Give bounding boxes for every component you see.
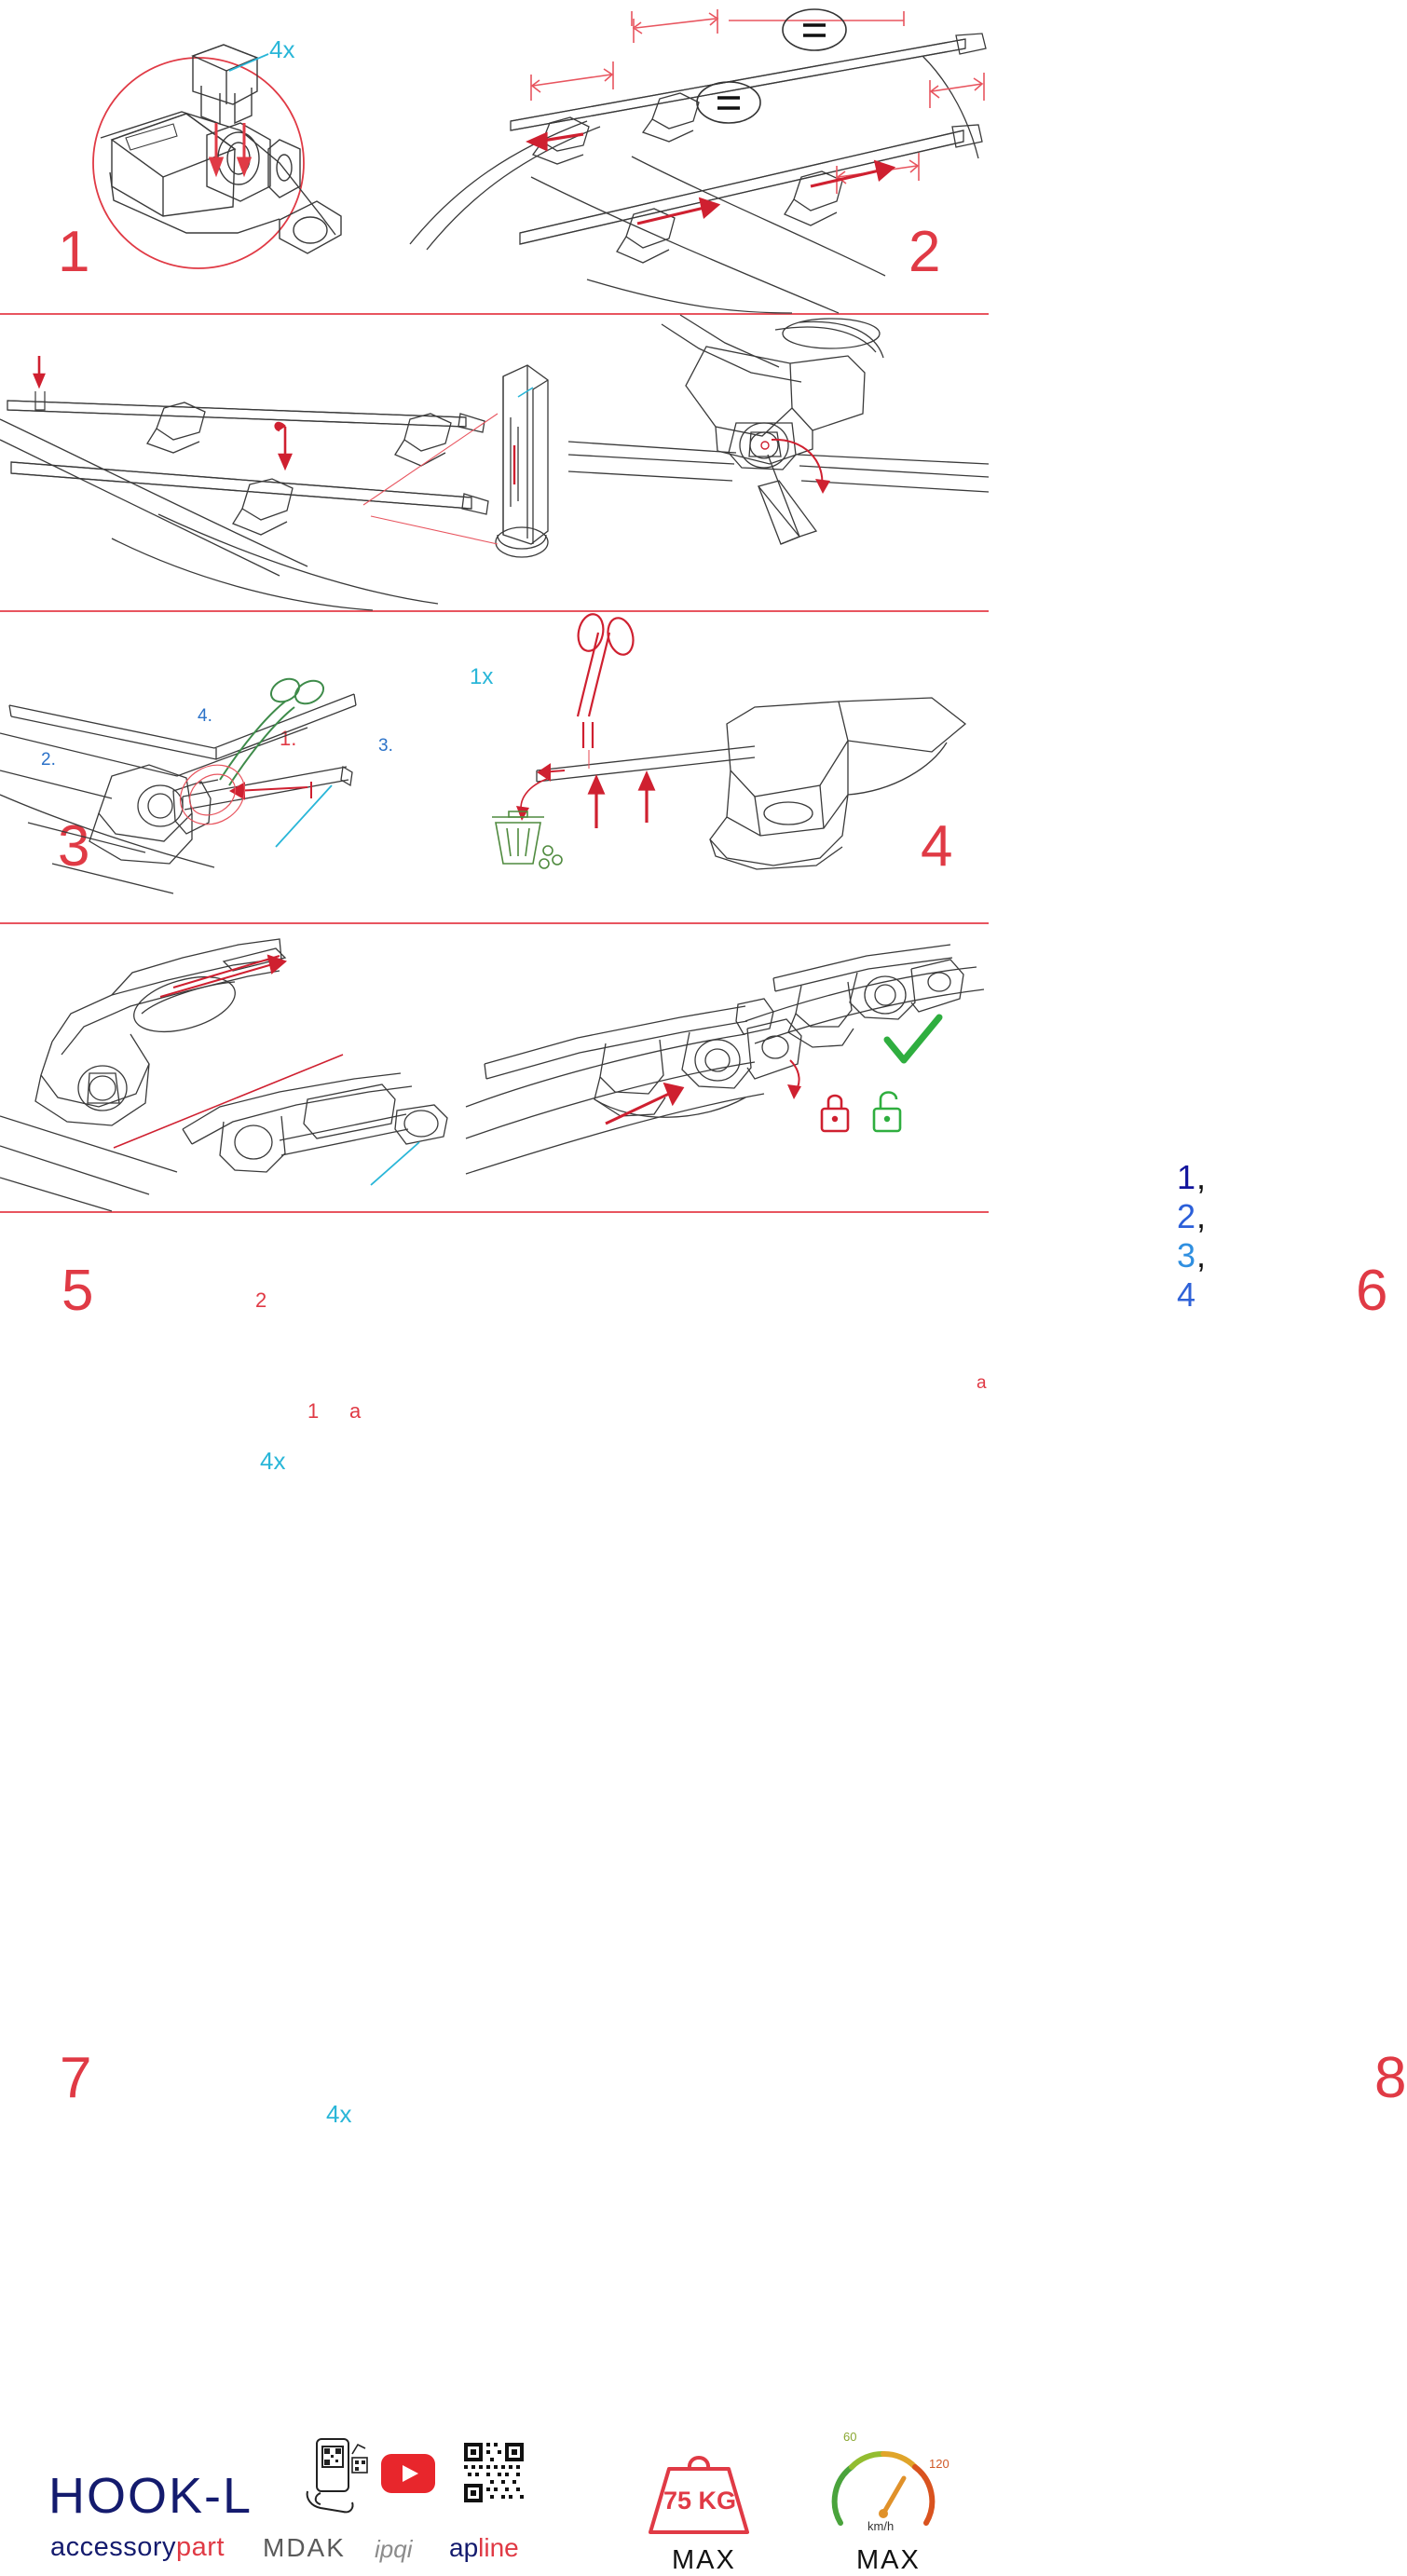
step-3-callout-1x: 1x — [470, 664, 494, 689]
step-5-callout-2: 2 — [255, 1288, 267, 1312]
speed-min-mark: 60 — [843, 2430, 857, 2444]
step-4-illustration — [568, 315, 989, 610]
step-2-panel — [401, 0, 989, 313]
step-3-panel — [0, 315, 568, 879]
step-4-tighten-sequence: 1, 2, 3, 4 — [1177, 1158, 1208, 1314]
step-4-number: 4 — [921, 814, 954, 879]
step-8-illustration — [466, 924, 989, 1211]
step-2-illustration — [401, 0, 989, 313]
trash-bin-icon — [492, 811, 562, 868]
step-3-illustration — [0, 315, 568, 610]
step-6-illustration — [447, 612, 989, 922]
lock-open-icon — [874, 1093, 900, 1132]
step-1-number: 1 — [58, 220, 91, 284]
step-2-number: 2 — [908, 220, 942, 284]
step-6-number: 6 — [1356, 1259, 1389, 1323]
ipqi-logo: ipqi — [375, 2535, 413, 2563]
step-6-callout-a: a — [977, 1373, 987, 1393]
step-4-panel — [568, 315, 1208, 1314]
step-3-number: 3 — [58, 814, 91, 879]
speed-unit: km/h — [867, 2519, 895, 2533]
max-load-value: 75 KG — [663, 2487, 737, 2515]
step-3-callout-1: 1. — [280, 727, 297, 750]
product-name: HOOK-L — [48, 2468, 253, 2524]
brand-second: part — [176, 2532, 225, 2562]
step-1-callout-4x: 4x — [269, 35, 295, 63]
qr-code-icon[interactable] — [462, 2441, 526, 2504]
step-3-callout-3: 3. — [378, 736, 393, 756]
step-8-number: 8 — [1374, 2046, 1407, 2110]
apline-first: ap — [449, 2533, 479, 2562]
apline-logo — [449, 2533, 519, 2563]
seq-1: 1 — [1177, 1158, 1197, 1196]
step-5-panel — [0, 612, 447, 1475]
max-speed-label: MAX — [856, 2545, 921, 2575]
seq-4: 4 — [1177, 1275, 1197, 1314]
mdak-logo-text: MDAK — [263, 2533, 346, 2562]
speed-max-mark: 120 — [929, 2457, 949, 2471]
step-5-callout-a: a — [349, 1399, 362, 1423]
apline-second: line — [478, 2533, 519, 2562]
check-icon — [887, 1017, 939, 1060]
scan-qr-phone-icon[interactable] — [300, 2437, 371, 2517]
step-5-callout-4x: 4x — [260, 1447, 286, 1475]
step-5-number: 5 — [61, 1259, 95, 1323]
step-1-panel — [0, 0, 401, 313]
step-7-illustration — [0, 924, 466, 1211]
step-5-callout-1: 1 — [307, 1399, 320, 1423]
brand-first: accessory — [50, 2532, 177, 2562]
step-7-number: 7 — [60, 2046, 93, 2110]
seq-3: 3 — [1177, 1236, 1197, 1274]
seq-2: 2 — [1177, 1197, 1197, 1235]
max-load-label: MAX — [672, 2545, 736, 2575]
step-7-panel — [0, 924, 466, 2128]
youtube-icon[interactable] — [381, 2454, 435, 2493]
step-5-illustration — [0, 612, 447, 922]
step-7-callout-4x: 4x — [326, 2100, 352, 2128]
step-3-callout-4: 4. — [198, 706, 212, 726]
brand-name — [50, 2532, 225, 2563]
mdak-logo — [263, 2533, 346, 2563]
step-3-callout-2: 2. — [41, 750, 56, 770]
lock-closed-icon — [822, 1096, 848, 1131]
